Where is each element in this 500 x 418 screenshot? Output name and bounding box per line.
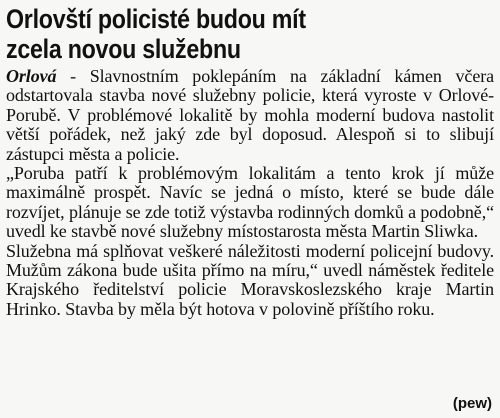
paragraph-1	[6, 67, 494, 164]
article-body	[6, 67, 494, 319]
author-signature: (pew)	[452, 395, 492, 412]
paragraph-3: Služebna má splňovat veškeré náležitosti moderní policejní budovy. Mužům zákona bude ušita přímo na míru,“ uvedl náměstek ředitele Krajského ředitelství policie Moravskoslezského kraje Martin Hrinko. Stavba by měla být hotova v polovině příštího roku.	[6, 240, 494, 319]
headline	[6, 4, 426, 64]
headline-line-2: zcela novou služebnu	[6, 34, 241, 64]
paragraph-2: „Poruba patří k problémovým lokalitám a tento krok jí může maximálně prospět. Navíc se jedná o místo, které se bude dále rozvíjet, plánuje se zde totiž výstavba rodinných domků a podobně,“ uvedl ke stavbě nové služebny místostarosta města Martin Sliwka.	[6, 163, 494, 242]
paragraph-1-text: - Slavnostním poklepáním na základní kámen včera odstartovala stavba nové služebny policie, která vyroste v Orlové-Porubě. V problémové lokalitě by mohla moderní budova nastolit větší pořádek, než jaký zde byl doposud. Alespoň si to slibují zástupci města a policie.	[6, 66, 494, 164]
dateline: Orlová	[6, 66, 57, 86]
headline-line-1: Orlovští policisté budou mít	[6, 4, 306, 34]
